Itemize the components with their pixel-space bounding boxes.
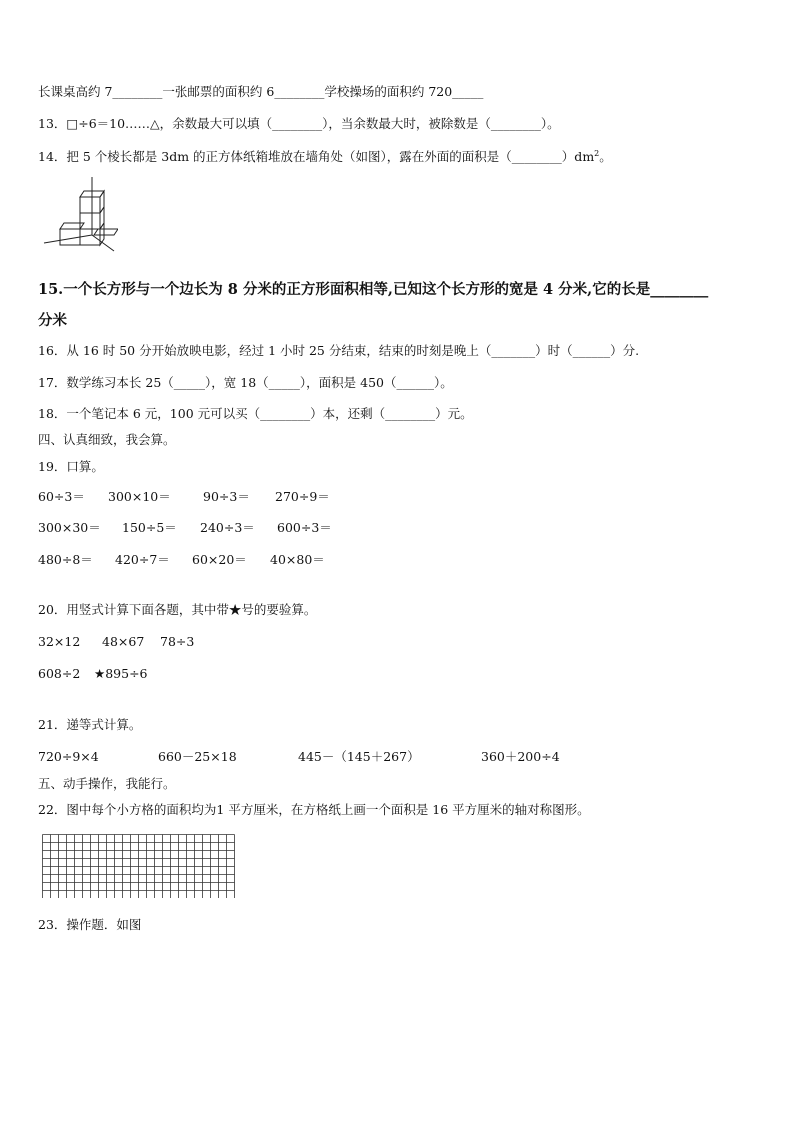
section-5-heading: 五、动手操作，我能行。 (38, 776, 176, 791)
q19-row-1 (38, 489, 330, 505)
calc-item: 608÷2 (38, 666, 81, 681)
calc-item: 300×30＝ (38, 520, 101, 535)
calc-item: 480÷8＝ (38, 552, 93, 567)
calc-item: 420÷7＝ (115, 552, 170, 567)
cubes-corner-figure (38, 175, 118, 255)
q20-row-2 (38, 666, 148, 682)
question-14-superscript: 2 (594, 149, 600, 158)
question-14-end: 。 (599, 149, 612, 165)
calc-item: 90÷3＝ (203, 489, 250, 504)
calc-item: 78÷3 (160, 634, 195, 649)
calc-item: 240÷3＝ (200, 520, 255, 535)
question-15-line1: 15.一个长方形与一个边长为 8 分米的正方形面积相等,已知这个长方形的宽是 4 分米,它的长是________ (38, 281, 709, 298)
question-21: 21．递等式计算。 (38, 717, 142, 732)
calc-item: 600÷3＝ (277, 520, 332, 535)
question-16: 16．从 16 时 50 分开始放映电影，经过 1 小时 25 分结束，结束的时刻是晚上（_______）时（______）分. (38, 343, 640, 358)
square-grid-paper (42, 834, 236, 898)
calc-item: 32×12 (38, 634, 81, 649)
calc-item: 40×80＝ (270, 552, 325, 567)
q21-row (38, 749, 560, 765)
question-13: 13．□÷6＝10……△，余数最大可以填（________），当余数最大时，被除数是（________）。 (38, 116, 560, 131)
q20-row-1 (38, 634, 194, 650)
calc-item: 445－（145＋267） (298, 749, 420, 764)
question-22: 22．图中每个小方格的面积均为1 平方厘米，在方格纸上画一个面积是 16 平方厘米的轴对称图形。 (38, 802, 590, 817)
calc-item: 270÷9＝ (275, 489, 330, 504)
q19-row-2 (38, 520, 332, 536)
calc-item: 60×20＝ (192, 552, 247, 567)
calc-item: 660－25×18 (158, 749, 237, 764)
section-4-heading: 四、认真细致，我会算。 (38, 432, 176, 447)
calc-item: 720÷9×4 (38, 749, 99, 764)
question-23: 23．操作题．如图 (38, 917, 142, 932)
calc-item: 150÷5＝ (122, 520, 177, 535)
calc-item: 60÷3＝ (38, 489, 85, 504)
question-19: 19．口算。 (38, 459, 104, 474)
question-15-line2: 分米 (38, 312, 67, 329)
question-12-line: 长课桌高约 7________一张邮票的面积约 6________学校操场的面积约 720_____ (38, 84, 484, 99)
question-17: 17．数学练习本长 25（_____），宽 18（_____），面积是 450（______）。 (38, 375, 453, 390)
q19-row-3 (38, 552, 325, 568)
question-14-text: 14．把 5 个棱长都是 3dm 的正方体纸箱堆放在墙角处（如图），露在外面的面积是（________）dm (38, 149, 595, 165)
calc-item: ★895÷6 (94, 666, 148, 681)
calc-item: 300×10＝ (108, 489, 171, 504)
question-14 (38, 146, 612, 165)
question-20: 20．用竖式计算下面各题，其中带★号的要验算。 (38, 602, 317, 617)
calc-item: 360＋200÷4 (481, 749, 560, 764)
calc-item: 48×67 (102, 634, 145, 649)
question-18: 18．一个笔记本 6 元，100 元可以买（________）本，还剩（________）元。 (38, 406, 473, 421)
